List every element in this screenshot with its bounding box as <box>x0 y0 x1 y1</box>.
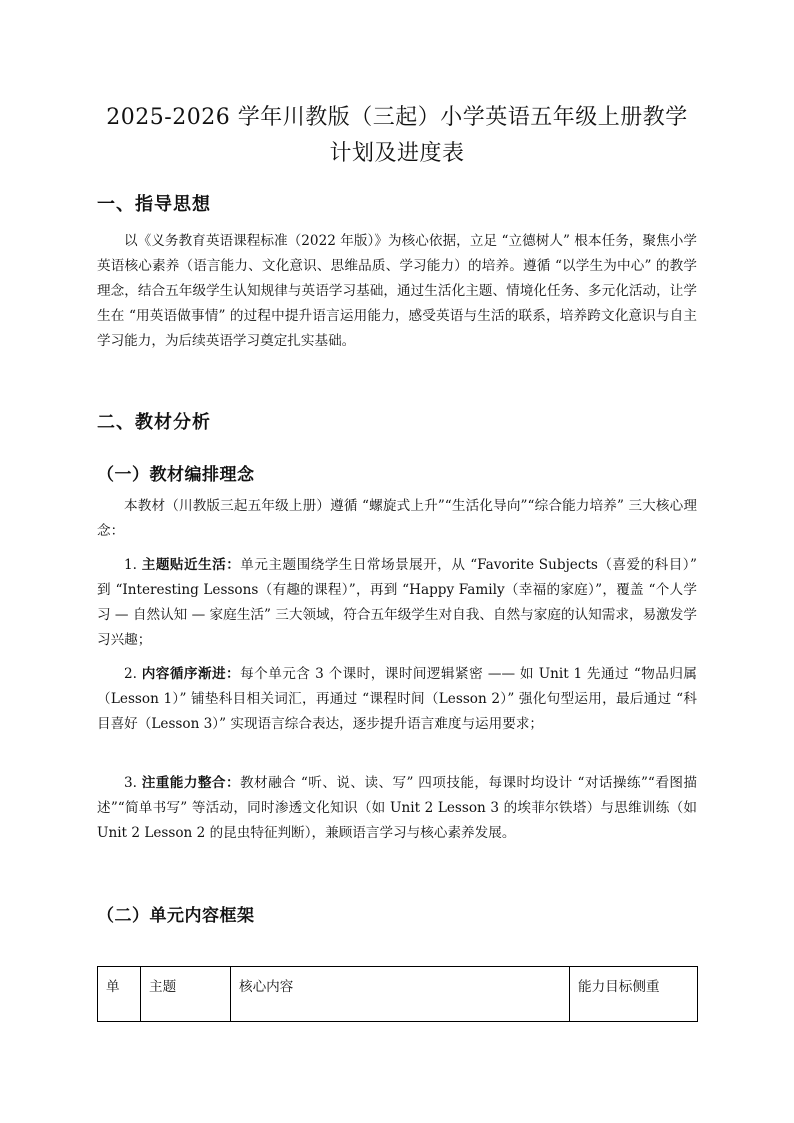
table-header-row <box>98 967 698 1022</box>
section-heading-textbook-analysis: 二、教材分析 <box>97 412 211 433</box>
table-header-cell: 主题 <box>141 967 231 1022</box>
point-number: 2. <box>124 666 142 682</box>
layout-concept-intro: 本教材（川教版三起五年级上册）遵循 “螺旋式上升”“生活化导向”“综合能力培养” 三大核心理念： <box>97 498 697 539</box>
title-line-2: 计划及进度表 <box>329 141 465 166</box>
title-line-1: 2025-2026 学年川教版（三起）小学英语五年级上册教学 <box>106 105 688 130</box>
point-label: 主题贴近生活： <box>141 557 241 573</box>
guiding-thought-paragraph: 以《义务教育英语课程标准（2022 年版）》为核心依据，立足 “立德树人” 根本任务，聚焦小学英语核心素养（语言能力、文化意识、思维品质、学习能力）的培养。遵循 “以学生为中心” 的教学理念，结合五年级学生认知规律与英语学习基础，通过生活化主题、情境化任务、多元化活动，让学生在 “用英语做事情” 的过程中提升语言运用能力，感受英语与生活的联系，培养跨文化意识与自主学习能力，为后续英语学习奠定扎实基础。 <box>97 233 697 349</box>
point-number: 1. <box>124 557 142 573</box>
subsection-heading-layout-concept: （一）教材编排理念 <box>97 465 255 485</box>
concept-point-3 <box>97 771 697 846</box>
point-text: 单元主题围绕学生日常场景展开，从 “Favorite Subjects（喜爱的科目）” 到 “Interesting Lessons（有趣的课程）”，再到 “Happy Family（幸福的家庭）”，覆盖 “个人学习 — 自然认知 — 家庭生活” 三大领域，符合五年级学生对自我、自然与家庭的认知需求，易激发学习兴趣； <box>97 557 698 648</box>
point-number: 3. <box>124 775 142 791</box>
concept-point-1 <box>97 553 697 653</box>
table-header-cell: 能力目标侧重 <box>570 967 698 1022</box>
table-header-cell: 核心内容 <box>231 967 570 1022</box>
concept-point-2 <box>97 662 697 737</box>
point-text: 教材融合 “听、说、读、写” 四项技能，每课时均设计 “对话操练”“看图描述”“简单书写” 等活动，同时渗透文化知识（如 Unit 2 Lesson 3 的埃菲尔铁塔）与思维训练（如 Unit 2 Lesson 2 的昆虫特征判断），兼顾语言学习与核心素养发展。 <box>97 775 697 841</box>
section-heading-guiding-thought: 一、指导思想 <box>97 194 211 215</box>
table-header-cell: 单 <box>98 967 141 1022</box>
point-text: 每个单元含 3 个课时，课时间逻辑紧密 —— 如 Unit 1 先通过 “物品归属（Lesson 1）” 铺垫科目相关词汇，再通过 “课程时间（Lesson 2）” 强化句型运用，最后通过 “科目喜好（Lesson 3）” 实现语言综合表达，逐步提升语言难度与运用要求； <box>97 666 697 732</box>
point-label: 内容循序渐进： <box>141 666 241 682</box>
point-label: 注重能力整合： <box>141 775 240 791</box>
subsection-heading-unit-framework: （二）单元内容框架 <box>97 906 255 926</box>
document-title <box>90 100 704 172</box>
unit-framework-table <box>97 966 698 1022</box>
